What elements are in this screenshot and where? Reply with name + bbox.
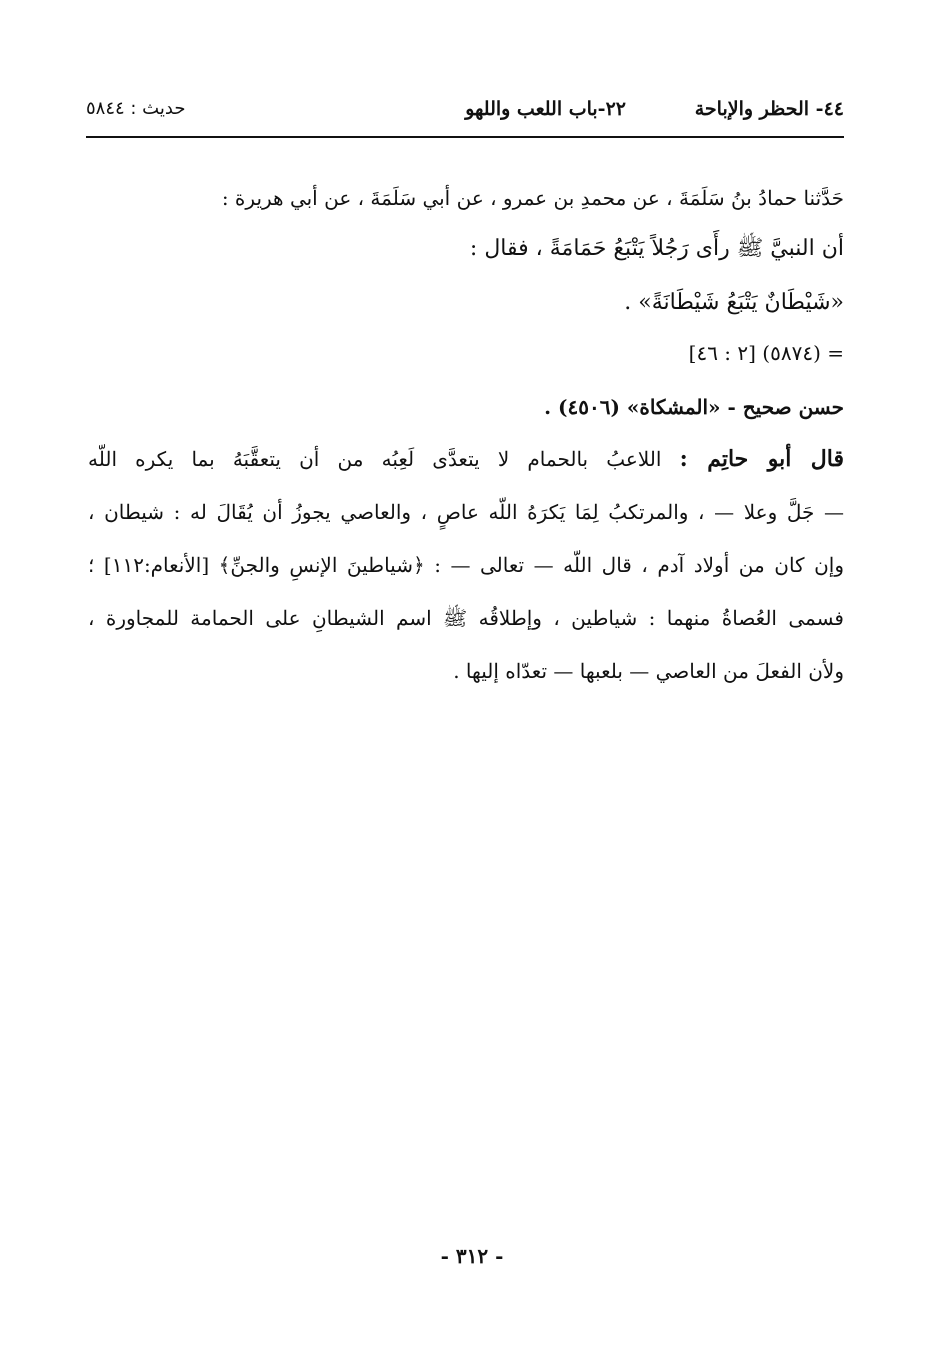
chapter-title: ٤٤- الحظر والإباحة [694,98,844,120]
matn-line-2: «شَيْطَانٌ يَتْبَعُ شَيْطَانَةً» . [624,290,844,315]
running-header [86,98,844,132]
commentary-line-3: وإن كان من أولاد آدم ، قال اللّه — تعالى — : ﴿شياطينَ الإنسِ والجنِّ﴾ [الأنعام:١١٢] ؛ [88,553,844,577]
page-number: - ٣١٢ - [440,1244,504,1268]
commentary-line-1 [88,444,844,474]
hadith-number: حديث : ٥٨٤٤ [86,98,186,119]
cross-reference: = (٥٨٧٤) [٢ : ٤٦] [688,341,844,365]
commentary-line-4: فسمى العُصاةُ منهما : شياطين ، وإطلاقُه ﷺ اسم الشيطانِ على الحمامة للمجاورة ، [88,606,844,630]
matn-line-1: أن النبيَّ ﷺ رأَى رَجُلاً يَتْبَعُ حَمَامَةً ، فقال : [469,236,844,261]
section-title: ٢٢-باب اللعب واللهو [465,98,626,120]
commentary-line-5: ولأن الفعلَ من العاصي — بلعبها — تعدّاه إليها . [453,659,844,683]
commentary-lead: قال أبو حاتِم : [679,446,844,472]
commentary-text-1: اللاعبُ بالحمام لا يتعدَّى لَعِبُه من أن يتعقَّبَهُ بما يكره اللّه [88,447,680,471]
isnad-line: حَدَّثنا حمادُ بنُ سَلَمَةَ ، عن محمدِ بن عمرو ، عن أبي سَلَمَةَ ، عن أبي هريرة : [221,186,844,210]
commentary-line-2: — جَلَّ وعلا — ، والمرتكبُ لِمَا يَكرَهُ اللّه عاصٍ ، والعاصي يجوزُ أن يُقَالَ له : شيطان ، [88,500,844,524]
grading-line: حسن صحيح - «المشكاة» (٤٥٠٦) . [544,395,844,419]
header-rule [86,136,844,138]
